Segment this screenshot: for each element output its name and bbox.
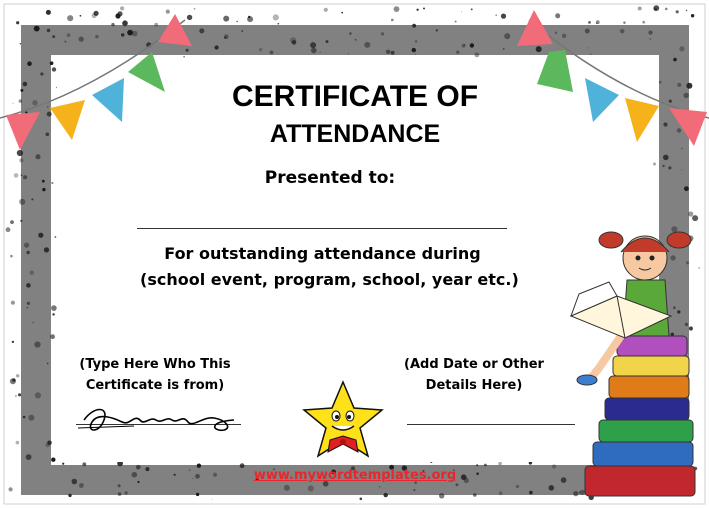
certificate-title-line2: ATTENDANCE <box>269 120 441 148</box>
presented-to-label: Presented to: <box>264 168 396 188</box>
signature-caption-line-2: Certificate is from) <box>85 378 225 393</box>
signature-caption-line-1: (Type Here Who This <box>79 357 231 372</box>
reason-line-1: For outstanding attendance during <box>164 244 481 263</box>
star-mascot-icon <box>300 378 386 460</box>
girl-on-books-icon <box>565 218 705 503</box>
date-line <box>407 424 575 425</box>
reason-line-2: (school event, program, school, year etc.) <box>140 270 519 289</box>
recipient-name-line <box>137 228 507 229</box>
date-caption-line-2: Details Here) <box>425 378 523 393</box>
signature-icon <box>74 398 244 443</box>
certificate-title: CERTIFICATE OF <box>231 80 479 113</box>
date-caption-line-1: (Add Date or Other <box>404 357 544 372</box>
website-link[interactable]: www.mywordtemplates.org <box>253 468 457 483</box>
bunting-flags-left-icon <box>0 0 200 160</box>
bunting-flags-right-icon <box>509 0 709 160</box>
